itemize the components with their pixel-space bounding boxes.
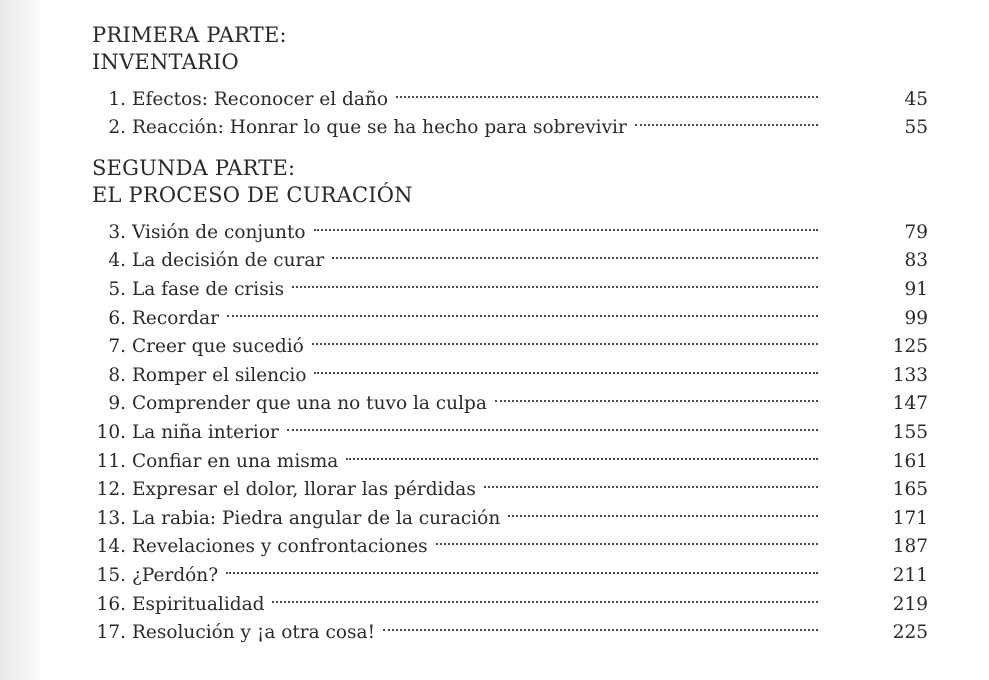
chapter-number: 8. [108,364,126,386]
dot-leader [314,209,818,238]
chapter-number: 12. [96,479,126,501]
chapter-number: 6. [108,307,126,329]
page-number: 219 [892,593,928,615]
page-number: 79 [904,221,928,243]
chapter-title: Resolución y ¡a otra cosa! [132,622,376,644]
dot-leader [332,238,818,267]
page-number: 187 [892,536,928,558]
chapter-number: 9. [108,393,126,415]
toc-section-part-one [88,22,928,139]
chapter-title: Efectos: Reconocer el daño [132,88,388,110]
page-number: 147 [892,393,928,415]
dot-leader [508,495,818,524]
page-number: 155 [892,421,928,443]
dot-leader [227,295,818,324]
toc-entries [88,76,928,139]
toc-section-part-two [88,155,928,644]
chapter-number: 2. [108,117,126,139]
chapter-title: Espiritualidad [132,593,265,615]
chapter-number: 4. [108,250,126,272]
dot-leader [396,76,818,105]
page-left-shadow [0,0,40,680]
page-number: 45 [904,88,928,110]
chapter-number: 16. [96,593,126,615]
chapter-number: 1. [108,88,126,110]
dot-leader [346,438,818,467]
chapter-title: Recordar [132,307,219,329]
dot-leader [314,352,818,381]
page-number: 225 [892,622,928,644]
chapter-number: 13. [96,507,126,529]
chapter-number: 3. [108,221,126,243]
toc-entries [88,209,928,644]
page-number: 55 [904,117,928,139]
chapter-title: Expresar el dolor, llorar las pérdidas [132,479,476,501]
chapter-title: Visión de conjunto [132,221,306,243]
page-number: 125 [892,336,928,358]
chapter-title: ¿Perdón? [132,564,219,586]
chapter-title: Romper el silencio [132,364,307,386]
toc-entry [88,76,928,110]
table-of-contents [88,22,928,644]
chapter-number: 17. [96,622,126,644]
dot-leader [226,552,818,581]
chapter-number: 11. [96,450,126,472]
chapter-title: La decisión de curar [132,250,325,272]
chapter-number: 14. [96,536,126,558]
dot-leader [272,581,818,610]
dot-leader [312,324,818,353]
chapter-title: La niña interior [132,421,279,443]
page-number: 83 [904,250,928,272]
chapter-number: 10. [96,421,126,443]
page-number: 171 [892,507,928,529]
chapter-title: Revelaciones y confrontaciones [132,536,428,558]
dot-leader [383,610,818,639]
chapter-title: Confiar en una misma [132,450,339,472]
dot-leader [635,105,818,134]
toc-entry [88,209,928,243]
dot-leader [495,381,818,410]
chapter-title: La fase de crisis [132,278,285,300]
dot-leader [436,524,818,553]
part-title: EL PROCESO DE CURACIÓN [92,183,413,208]
dot-leader [287,409,818,438]
part-title: INVENTARIO [92,50,239,74]
page-number: 211 [892,564,928,586]
chapter-number: 5. [108,278,126,300]
chapter-number: 7. [108,336,126,358]
page-number: 165 [892,479,928,501]
part-label: PRIMERA PARTE: [92,23,287,47]
chapter-title: Reacción: Honrar lo que se ha hecho para sobrevivir [132,117,627,139]
chapter-title: Comprender que una no tuvo la culpa [132,393,487,415]
dot-leader [484,467,818,496]
chapter-title: La rabia: Piedra angular de la curación [132,507,501,529]
dot-leader [292,266,818,295]
part-label: SEGUNDA PARTE: [92,156,296,181]
page-number: 99 [904,307,928,329]
chapter-title: Creer que sucedió [132,336,304,358]
page-number: 133 [892,364,928,386]
chapter-number: 15. [96,564,126,586]
page-number: 161 [892,450,928,472]
page-number: 91 [904,278,928,300]
